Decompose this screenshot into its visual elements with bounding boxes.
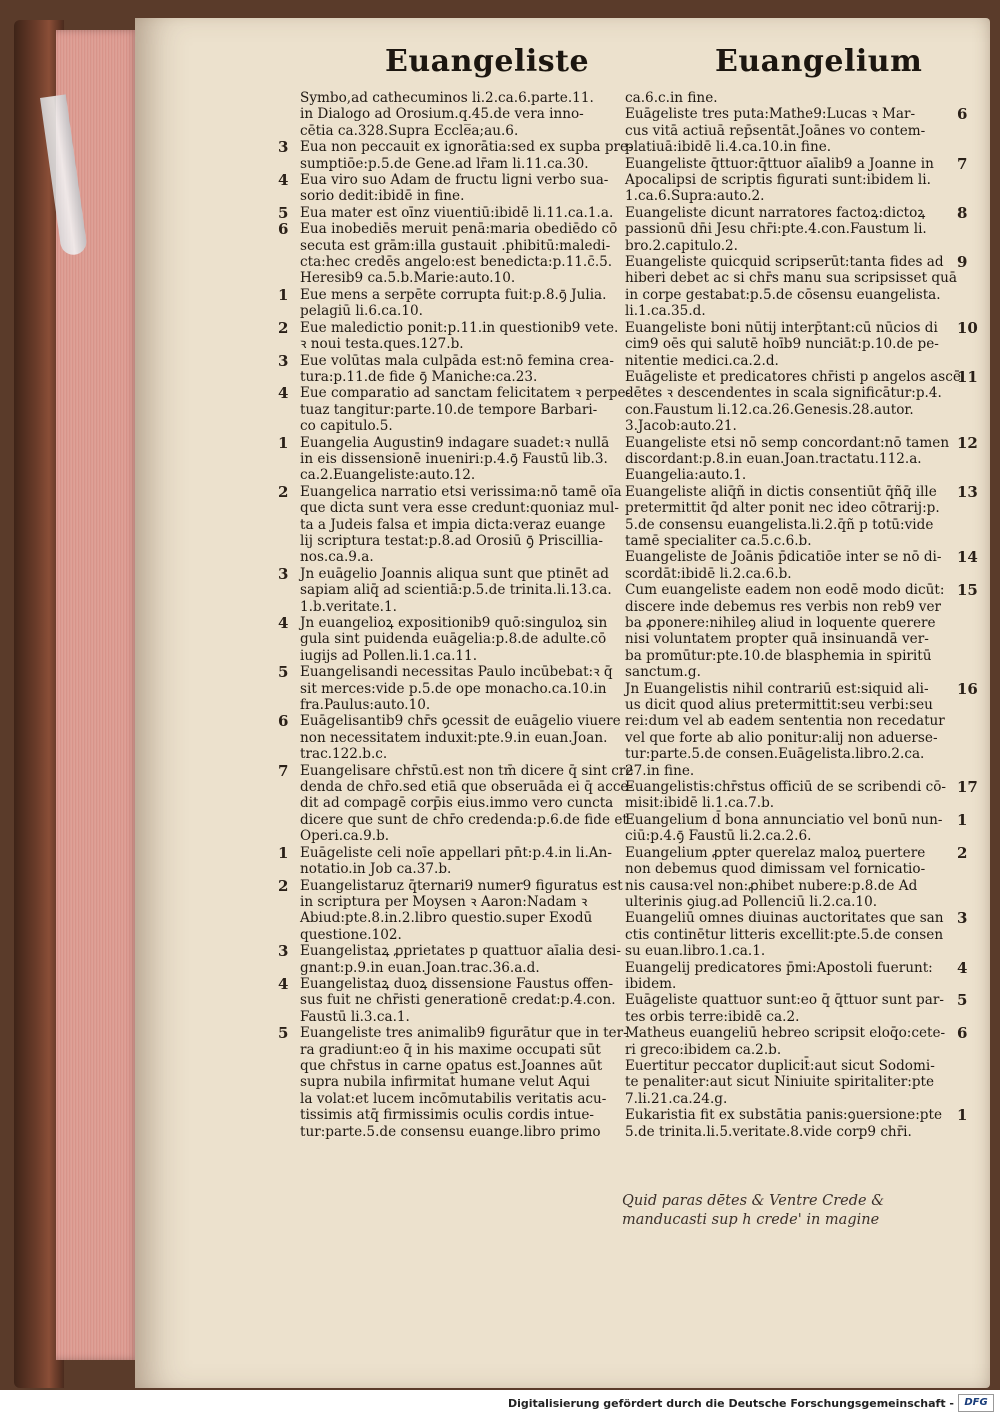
entry-line: te penaliter:aut sicut Niniuite spiritaliter:pte xyxy=(625,1074,935,1091)
index-entry xyxy=(625,679,978,779)
entry-line: ri greco:ibidem ca.2.b. xyxy=(625,1041,782,1058)
index-entry xyxy=(625,958,968,993)
entry-line: non necessitatem induxit:pte.9.in euan.Joan. xyxy=(300,729,608,746)
entry-line: tura:p.11.de fide ꝯ̄ Maniche:ca.23. xyxy=(300,368,538,385)
entry-line: iugijs ad Pollen.li.1.ca.11. xyxy=(300,647,478,664)
entry-line: 7.li.21.ca.24.g. xyxy=(625,1090,728,1107)
entry-line: Euangelisare chr̄stū.est non tm̄ dicere q̄ sint cre xyxy=(300,762,634,779)
marginal-number: 6 xyxy=(278,712,289,731)
entry-line: nitentie medici.ca.2.d. xyxy=(625,352,779,369)
entry-line: dētes ꝛ descendentes in scala significātur:p.4. xyxy=(625,385,942,402)
entry-line: Eua viro suo Adam de fructu ligni verbo sua- xyxy=(300,172,609,189)
index-entry xyxy=(278,974,660,1025)
entry-line: Euangeliū omnes diuinas auctoritates que san xyxy=(625,910,944,927)
entry-line: rei:dum vel ab eadem sententia non recedatur xyxy=(625,713,945,730)
marginal-number: 12 xyxy=(957,433,978,452)
entry-line: gnant:p.9.in euan.Joan.trac.36.a.d. xyxy=(300,959,540,976)
index-entry xyxy=(278,171,660,205)
entry-line: Faustū li.3.ca.1. xyxy=(300,1008,410,1025)
index-entry xyxy=(625,991,968,1025)
running-header-left: Euangeliste xyxy=(385,44,590,79)
entry-line: Euāgeliste celi noīe appellari pn̄t:p.4.in li.An- xyxy=(300,844,612,861)
entry-line: bro.2.capitulo.2. xyxy=(625,237,739,254)
entry-line: discere inde debemus res verbis non reb9 ver xyxy=(625,598,942,615)
marginal-number: 11 xyxy=(957,367,978,386)
marginal-number: 5 xyxy=(957,991,968,1010)
entry-line: in corpe gestabat:p.5.de cōsensu euangelista. xyxy=(625,286,941,303)
marginal-number: 2 xyxy=(278,482,289,501)
entry-line: cim9 oēs qui salutē hoīb9 nunciāt:p.10.de pe- xyxy=(625,336,939,353)
marginal-number: 4 xyxy=(278,171,289,190)
entry-line: Cum euangeliste eadem non eodē modo dicūt: xyxy=(625,582,945,599)
index-entry xyxy=(625,253,968,320)
index-entry xyxy=(625,909,968,960)
entry-line: que chr̄stus in carne opatus est.Joannes aūt xyxy=(300,1057,603,1074)
entry-line: Eue volūtas mala culpāda est:nō femina crea- xyxy=(300,352,614,369)
marginal-number: 7 xyxy=(957,154,968,173)
entry-line: Euangeliste aliq̄ñ in dictis consentiūt q̄ñq̄ ille xyxy=(625,483,937,500)
entry-line: dicere que sunt de chr̄o credenda:p.6.de fide et xyxy=(300,811,628,828)
marginal-number: 1 xyxy=(278,285,289,304)
entry-line: passionū dn̄i Jesu chr̄i:pte.4.con.Faustum li. xyxy=(625,221,927,238)
entry-line: Euangeliste q̄ttuor:q̄ttuor aīalib9 a Joanne in xyxy=(625,155,934,172)
entry-line: Euangelia Augustin9 indagare suadet:ꝛ nullā xyxy=(300,434,610,451)
entry-line: Euangelistaruz q̄ternari9 numer9 figuratus est xyxy=(300,877,623,894)
entry-line: ca.2.Euangeliste:auto.12. xyxy=(300,467,476,484)
entry-line: sumptiōe:p.5.de Gene.ad lr̄am li.11.ca.30. xyxy=(300,155,589,172)
entry-line: in eis dissensionē inueniri:p.4.ꝯ̄ Faustū lib.3. xyxy=(300,450,608,467)
entry-line: Euangeliste de Joānis p̄dicatiōe inter se nō di- xyxy=(625,549,942,566)
entry-line: Euangeliste tres animalib9 figurātur que in ter- xyxy=(300,1025,628,1042)
entry-line: Euangelium ꝓpter querelaz maloꝝ puertere xyxy=(625,844,926,861)
marginal-number: 1 xyxy=(957,1106,968,1125)
index-entry xyxy=(278,433,660,484)
handwritten-line: Quid paras dētes & Ventre Crede & xyxy=(622,1193,885,1209)
entry-line: misit:ibidē li.1.ca.7.b. xyxy=(625,795,775,812)
marginal-number: 4 xyxy=(278,384,289,403)
entry-line: Eua mater est oīnz viuentiū:ibidē li.11.ca.1.a. xyxy=(300,204,614,221)
entry-line: ibidem. xyxy=(625,975,677,992)
entry-line: Euāgeliste et predicatores chr̄isti p angelos ascē xyxy=(625,368,961,385)
entry-line: cētia ca.328.Supra Eccle̅a;au.6. xyxy=(300,122,519,139)
entry-line: nos.ca.9.a. xyxy=(300,549,374,566)
index-entry xyxy=(278,318,660,353)
entry-line: lij scriptura testat:p.8.ad Orosiū ꝯ̄ Priscillia- xyxy=(300,532,603,549)
entry-line: 5.de consensu euangelista.li.2.q̄ñ p totū:vide xyxy=(625,516,934,533)
marginal-number: 2 xyxy=(278,318,289,337)
marginal-number: 16 xyxy=(957,679,978,698)
index-entry xyxy=(625,433,978,484)
marginal-number: 4 xyxy=(957,958,968,977)
left-text-column xyxy=(278,90,660,1140)
entry-line: Euāgeliste quattuor sunt:eo q̄ q̄ttuor sunt par- xyxy=(625,992,944,1009)
index-entry xyxy=(278,203,660,222)
index-entry xyxy=(625,90,945,106)
marginal-number: 4 xyxy=(278,614,289,632)
marginal-number: 14 xyxy=(957,548,978,567)
index-entry xyxy=(278,942,660,976)
marginal-number: 1 xyxy=(278,433,289,452)
entry-line: in scriptura per Moysen ꝛ Aaron:Nadam ꝛ xyxy=(300,893,588,910)
entry-line: pretermittit q̄d alter ponit nec ideo cōtrarij:p. xyxy=(625,500,940,517)
marginal-number: 8 xyxy=(957,203,968,222)
entry-line: Eua inobediēs meruit penā:maria obediēdo cō xyxy=(300,221,618,238)
index-entry xyxy=(625,548,978,582)
entry-line: notatio.in Job ca.37.b. xyxy=(300,861,452,878)
entry-line: li.1.ca.35.d. xyxy=(625,303,706,320)
entry-line: cta:hec credēs angelo:est benedicta:p.11.c̄.5. xyxy=(300,254,613,271)
entry-line: dit ad compagē corp̄is eius.immo vero cuncta xyxy=(300,795,614,812)
marginal-number: 13 xyxy=(957,482,978,501)
index-entry xyxy=(625,105,968,156)
marginal-number: 6 xyxy=(278,220,289,239)
index-entry xyxy=(278,138,660,172)
index-entry xyxy=(278,285,660,320)
marginal-number: 6 xyxy=(957,1024,968,1043)
entry-line: hiberi debet ac si chr̄s manu sua scripsisset quā xyxy=(625,270,957,287)
marginal-number: 9 xyxy=(957,253,968,272)
entry-line: platiuā:ibidē li.4.ca.10.in fine. xyxy=(625,139,832,156)
marginal-number: 3 xyxy=(278,138,289,157)
marginal-number: 6 xyxy=(957,105,968,124)
entry-line: tes orbis terre:ibidē ca.2. xyxy=(625,1008,800,1025)
entry-line: ulterinis ꝯiug.ad Pollenciū li.2.ca.10. xyxy=(625,893,878,910)
index-entry xyxy=(278,614,660,664)
entry-line: Euangeliste dicunt narratores factoꝝ:dictoꝝ xyxy=(625,204,926,221)
entry-line: scordāt:ibidē li.2.ca.6.b. xyxy=(625,565,792,582)
entry-line: Euangelistaꝝ ꝓprietates p quattuor aīalia desi- xyxy=(300,943,621,960)
index-entry xyxy=(278,712,660,763)
running-header-right: Euangelium xyxy=(715,44,923,79)
index-entry xyxy=(625,482,978,550)
entry-line: 1.ca.6.Supra:auto.2. xyxy=(625,188,765,205)
index-entry xyxy=(300,90,660,139)
entry-line: Euangeliste etsi nō semp concordant:nō tamen xyxy=(625,434,950,451)
index-entry xyxy=(278,843,660,878)
entry-line: Apocalipsi de scriptis figurati sunt:ibidem li. xyxy=(625,172,931,189)
marginal-number: 17 xyxy=(957,778,978,797)
entry-line: la volat:et lucem incōmutabilis veritatis acu- xyxy=(300,1090,607,1107)
entry-line: denda de chr̄o.sed etiā que obseruāda ei q̄ acce- xyxy=(300,779,634,796)
entry-line: co capitulo.5. xyxy=(300,418,393,435)
index-entry xyxy=(278,351,660,386)
entry-line: trac.122.b.c. xyxy=(300,746,388,763)
entry-line: Symbo,ad cathecuminos li.2.ca.6.parte.11. xyxy=(300,90,594,106)
index-entry xyxy=(278,663,660,714)
index-entry xyxy=(278,876,660,944)
entry-line: tuaz tangitur:parte.10.de tempore Barbari- xyxy=(300,401,598,418)
marginal-number: 7 xyxy=(278,761,289,780)
handwritten-annotation xyxy=(622,1192,967,1230)
entry-line: 5.de trinita.li.5.veritate.8.vide corp9 chr̄i. xyxy=(625,1123,912,1140)
marginal-number: 5 xyxy=(278,203,289,222)
index-entry xyxy=(278,482,660,566)
index-entry xyxy=(625,203,968,254)
entry-line: sorio dedit:ibidē in fine. xyxy=(300,188,465,205)
entry-line: fra.Paulus:auto.10. xyxy=(300,697,431,714)
entry-line: nisi voluntatem propter quā insinuandā ver- xyxy=(625,631,929,648)
entry-line: discordant:p.8.in euan.Joan.tractatu.112.a. xyxy=(625,450,922,467)
entry-line: ꝛ noui testa.ques.127.b. xyxy=(300,336,464,353)
entry-line: Euangelisandi necessitas Paulo incūbebat:ꝛ q̄ xyxy=(300,664,613,681)
entry-line: Operi.ca.9.b. xyxy=(300,828,390,845)
index-entry xyxy=(625,1024,968,1058)
entry-line: tamē specialiter ca.5.c.6.b. xyxy=(625,532,812,549)
entry-line: cus vitā actiuā rep̄sentāt.Joānes vo contem- xyxy=(625,122,926,139)
index-entry xyxy=(278,220,660,287)
index-entry xyxy=(625,154,968,205)
marginal-number: 3 xyxy=(278,351,289,370)
entry-line: questione.102. xyxy=(300,926,402,943)
entry-line: non debemus quod dimissam vel fornicatio- xyxy=(625,861,926,878)
entry-line: Eukaristia fit ex substātia panis:ꝯuersione:pte xyxy=(625,1107,943,1124)
entry-line: secuta est grām:illa gustauit .phibitū:maledi- xyxy=(300,237,611,254)
marginal-number: 2 xyxy=(278,876,289,895)
entry-line: Euangeliste quicquid scripserūt:tanta fides ad xyxy=(625,254,944,271)
index-entry xyxy=(625,318,978,369)
entry-line: su euan.libro.1.ca.1. xyxy=(625,943,766,960)
entry-line: ca.6.c.in fine. xyxy=(625,90,718,106)
entry-line: Euangelica narratio etsi verissima:nō tamē oīa xyxy=(300,483,622,500)
entry-line: Euangelia:auto.1. xyxy=(625,467,747,484)
entry-line: nis causa:vel non:ꝓhibet nubere:p.8.de Ad xyxy=(625,877,918,894)
marginal-number: 3 xyxy=(278,942,289,961)
entry-line: ctis continētur litteris excellit:pte.5.de consen xyxy=(625,926,944,943)
footer-credit: Digitalisierung gefördert durch die Deutsche Forschungsgemeinschaft - xyxy=(507,1397,954,1410)
entry-line: Eue mens a serpēte corrupta fuit:p.8.ꝯ̄ Julia. xyxy=(300,286,607,303)
entry-line: us dicit quod alius pretermittit:seu verbi:seu xyxy=(625,697,933,714)
entry-line: Abiud:pte.8.in.2.libro questio.super Exodū xyxy=(300,910,593,927)
marginal-number: 5 xyxy=(278,1024,289,1043)
marginal-number: 15 xyxy=(957,581,978,600)
index-entry xyxy=(625,843,968,911)
marginal-number: 10 xyxy=(957,318,978,337)
index-entry xyxy=(278,1024,660,1140)
entry-line: Euangelij predicatores p̄mi:Apostoli fuerunt: xyxy=(625,959,933,976)
entry-line: Jn Euangelistis nihil contrariū est:siquid ali- xyxy=(625,680,929,697)
entry-line: 27.in fine. xyxy=(625,762,695,779)
entry-line: supra nubila infirmitat̄ humane velut Aqui xyxy=(300,1074,590,1091)
index-entry xyxy=(625,810,968,845)
entry-line: Euertitur peccator duplicit̄:aut sicut Sodomi- xyxy=(625,1057,935,1074)
entry-line: Euāgelisantib9 chr̄s ꝯcessit de euāgelio viuere xyxy=(300,713,621,730)
marginal-number: 3 xyxy=(957,909,968,928)
entry-line: gula sint puidenda euāgelia:p.8.de adulte.cō xyxy=(300,631,607,648)
marginal-number: 4 xyxy=(278,974,289,993)
dfg-logo: DFG xyxy=(958,1394,994,1412)
index-entry xyxy=(625,778,978,812)
entry-line: ta a Judeis falsa et impia dicta:veraz euange xyxy=(300,516,606,533)
marginal-number: 3 xyxy=(278,564,289,583)
index-entry xyxy=(625,1058,945,1107)
index-entry xyxy=(625,367,978,435)
entry-line: 1.b.veritate.1. xyxy=(300,598,397,615)
entry-line: con.Faustum li.12.ca.26.Genesis.28.autor. xyxy=(625,401,914,418)
entry-line: Euangeliste boni nūtij interp̄tant:cū nūcios di xyxy=(625,319,938,336)
entry-line: Heresib9 ca.5.b.Marie:auto.10. xyxy=(300,270,516,287)
marginal-number: 5 xyxy=(278,663,289,682)
entry-line: in Dialogo ad Orosium.q.45.de vera inno- xyxy=(300,106,584,123)
right-text-column xyxy=(625,90,978,1140)
index-entry xyxy=(278,384,660,435)
entry-line: Euangelium d̄ bona annunciatio vel bonū nun- xyxy=(625,811,943,828)
index-entry xyxy=(625,1106,968,1140)
entry-line: tissimis atq̄ firmissimis oculis cordis intue- xyxy=(300,1107,595,1124)
entry-line: tur:parte.5.de consensu euange.libro primo xyxy=(300,1123,601,1140)
entry-line: vel que forte ab alio ponitur:alij non aduerse- xyxy=(625,729,938,746)
entry-line: Eue maledictio ponit:p.11.in questionib9 vete. xyxy=(300,319,619,336)
marginal-number: 1 xyxy=(278,843,289,862)
entry-line: ba promūtur:pte.10.de blasphemia in spiritū xyxy=(625,647,932,664)
entry-line: sapiam aliq̄ ad scientiā:p.5.de trinita.li.13.ca. xyxy=(300,582,612,599)
entry-line: pelagiū li.6.ca.10. xyxy=(300,303,423,320)
entry-line: Eua non peccauit ex ignorātia:sed ex supba pre- xyxy=(300,139,633,156)
marginal-number: 2 xyxy=(957,843,968,862)
entry-line: Euangelistis:chr̄stus officiū de se scribendi cō- xyxy=(625,779,947,796)
entry-line: Jn euangelioꝝ expositionib9 quō:singuloꝝ sin xyxy=(300,615,608,631)
entry-line: sanctum.g. xyxy=(625,664,701,681)
entry-line: ra gradiunt:eo q̄ in his maxime occupati sūt xyxy=(300,1041,601,1058)
entry-line: ciū:p.4.ꝯ̄ Faustū li.2.ca.2.6. xyxy=(625,828,812,845)
handwritten-line: manducasti sup h crede' in magine xyxy=(622,1212,880,1228)
index-entry xyxy=(278,564,660,615)
entry-line: tur:parte.5.de consen.Euāgelista.libro.2.ca. xyxy=(625,746,925,763)
marginal-number: 1 xyxy=(957,810,968,829)
entry-line: Eue comparatio ad sanctam felicitatem ꝛ perpe- xyxy=(300,385,631,402)
entry-line: Jn euāgelio Joannis aliqua sunt que ptinēt ad xyxy=(300,565,609,582)
entry-line: ba ꝓponere:nihileꝯ aliud in loquente querere xyxy=(625,615,936,631)
entry-line: que dicta sunt vera esse credunt:quoniaz mul- xyxy=(300,500,619,517)
entry-line: sit merces:vide p.5.de ope monacho.ca.10.in xyxy=(300,680,607,697)
entry-line: Euangelistaꝝ duoꝝ dissensione Faustus offen- xyxy=(300,975,614,992)
index-entry xyxy=(625,581,978,681)
entry-line: Euāgeliste tres puta:Mathe9:Lucas ꝛ Mar- xyxy=(625,106,916,123)
entry-line: 3.Jacob:auto.21. xyxy=(625,418,737,435)
entry-line: sus fuit ne chr̄isti generationē credat:p.4.con. xyxy=(300,992,616,1009)
entry-line: Matheus euangeliū hebreo scripsit eloq̄o:cete- xyxy=(625,1025,946,1042)
